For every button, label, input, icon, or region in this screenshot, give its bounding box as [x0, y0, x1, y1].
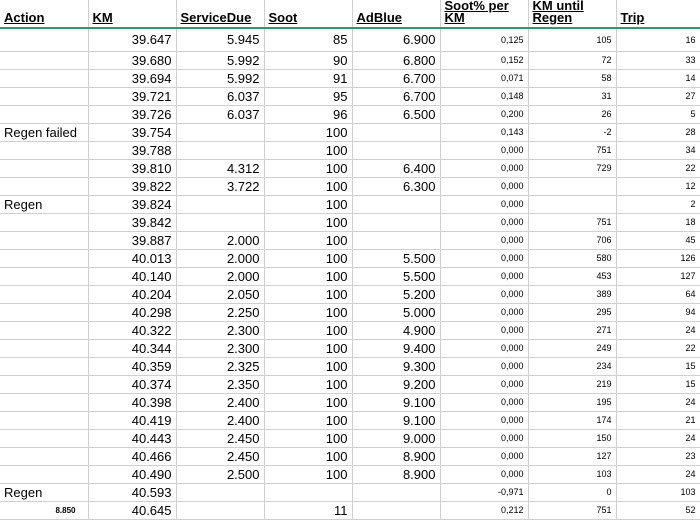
header-action[interactable]: Action: [0, 0, 88, 28]
table-body: [0, 28, 700, 520]
table-row: [0, 502, 700, 520]
cell-service-due[interactable]: [176, 214, 264, 232]
cell-km[interactable]: 39.824: [88, 196, 176, 214]
cell-soot-per-km[interactable]: 0,000: [440, 160, 528, 178]
cell-adblue[interactable]: [352, 502, 440, 520]
cell-action[interactable]: Regen: [0, 484, 88, 502]
cell-adblue[interactable]: 6.400: [352, 160, 440, 178]
cell-soot-per-km[interactable]: 0,148: [440, 88, 528, 106]
cell-adblue[interactable]: [352, 124, 440, 142]
cell-km-until-regen[interactable]: 105: [528, 28, 616, 52]
cell-soot[interactable]: 96: [264, 106, 352, 124]
header-soot-per-km[interactable]: [440, 0, 528, 28]
cell-action[interactable]: [0, 430, 88, 448]
cell-soot[interactable]: 100: [264, 250, 352, 268]
cell-adblue[interactable]: 5.500: [352, 268, 440, 286]
cell-soot[interactable]: 100: [264, 430, 352, 448]
cell-soot-per-km[interactable]: 0,000: [440, 232, 528, 250]
cell-service-due[interactable]: 2.400: [176, 412, 264, 430]
cell-soot[interactable]: 100: [264, 232, 352, 250]
cell-adblue[interactable]: 9.200: [352, 376, 440, 394]
cell-trip[interactable]: 24: [616, 430, 700, 448]
table-row: [0, 52, 700, 70]
cell-adblue[interactable]: 6.700: [352, 88, 440, 106]
cell-trip[interactable]: 5: [616, 106, 700, 124]
cell-km-until-regen[interactable]: 580: [528, 250, 616, 268]
cell-km[interactable]: 39.721: [88, 88, 176, 106]
cell-soot-per-km[interactable]: 0,000: [440, 412, 528, 430]
cell-soot[interactable]: 100: [264, 448, 352, 466]
table-row: [0, 268, 700, 286]
cell-service-due[interactable]: [176, 142, 264, 160]
cell-trip[interactable]: 23: [616, 448, 700, 466]
cell-service-due[interactable]: 3.722: [176, 178, 264, 196]
table-row: [0, 124, 700, 142]
cell-adblue[interactable]: 5.000: [352, 304, 440, 322]
cell-adblue[interactable]: [352, 214, 440, 232]
cell-action[interactable]: [0, 340, 88, 358]
table-row: [0, 142, 700, 160]
table-row: [0, 340, 700, 358]
cell-service-due[interactable]: 2.000: [176, 250, 264, 268]
cell-trip[interactable]: 12: [616, 178, 700, 196]
cell-soot[interactable]: 100: [264, 340, 352, 358]
cell-soot[interactable]: 90: [264, 52, 352, 70]
header-soot[interactable]: Soot: [264, 0, 352, 28]
cell-soot[interactable]: 100: [264, 322, 352, 340]
cell-trip[interactable]: 18: [616, 214, 700, 232]
cell-service-due[interactable]: 4.312: [176, 160, 264, 178]
cell-km[interactable]: 39.680: [88, 52, 176, 70]
cell-soot[interactable]: 11: [264, 502, 352, 520]
cell-soot-per-km[interactable]: 0,000: [440, 340, 528, 358]
cell-action[interactable]: [0, 322, 88, 340]
cell-km[interactable]: 39.694: [88, 70, 176, 88]
cell-km[interactable]: 39.788: [88, 142, 176, 160]
cell-soot[interactable]: 100: [264, 358, 352, 376]
cell-soot[interactable]: 100: [264, 286, 352, 304]
cell-trip[interactable]: 28: [616, 124, 700, 142]
cell-adblue[interactable]: [352, 142, 440, 160]
cell-trip[interactable]: 24: [616, 394, 700, 412]
cell-km-until-regen[interactable]: 249: [528, 340, 616, 358]
table-row: [0, 196, 700, 214]
cell-adblue[interactable]: 8.900: [352, 448, 440, 466]
cell-action[interactable]: [0, 70, 88, 88]
cell-service-due[interactable]: 6.037: [176, 88, 264, 106]
cell-km[interactable]: 39.810: [88, 160, 176, 178]
cell-service-due[interactable]: [176, 196, 264, 214]
cell-km[interactable]: 40.419: [88, 412, 176, 430]
table-row: [0, 106, 700, 124]
table-row: [0, 88, 700, 106]
cell-service-due[interactable]: [176, 124, 264, 142]
table-row: [0, 322, 700, 340]
cell-soot[interactable]: 100: [264, 376, 352, 394]
cell-soot-per-km[interactable]: -0,971: [440, 484, 528, 502]
cell-service-due[interactable]: 2.325: [176, 358, 264, 376]
cell-km-until-regen[interactable]: 26: [528, 106, 616, 124]
cell-trip[interactable]: 103: [616, 484, 700, 502]
cell-soot-per-km[interactable]: 0,143: [440, 124, 528, 142]
cell-km-until-regen[interactable]: 103: [528, 466, 616, 484]
cell-service-due[interactable]: 2.000: [176, 268, 264, 286]
cell-action[interactable]: [0, 412, 88, 430]
table-row: [0, 304, 700, 322]
cell-km[interactable]: 39.726: [88, 106, 176, 124]
cell-soot-per-km[interactable]: 0,000: [440, 376, 528, 394]
cell-action[interactable]: [0, 88, 88, 106]
cell-soot-per-km[interactable]: 0,000: [440, 178, 528, 196]
header-trip[interactable]: Trip: [616, 0, 700, 28]
cell-soot-per-km[interactable]: 0,000: [440, 196, 528, 214]
table-row: [0, 430, 700, 448]
cell-km-until-regen[interactable]: 234: [528, 358, 616, 376]
cell-km-until-regen[interactable]: 751: [528, 142, 616, 160]
cell-service-due[interactable]: 2.400: [176, 394, 264, 412]
cell-action[interactable]: [0, 268, 88, 286]
cell-adblue[interactable]: 6.300: [352, 178, 440, 196]
cell-action[interactable]: [0, 304, 88, 322]
cell-service-due[interactable]: 5.992: [176, 70, 264, 88]
cell-soot[interactable]: 100: [264, 268, 352, 286]
cell-action[interactable]: [0, 52, 88, 70]
cell-action[interactable]: [0, 28, 88, 52]
cell-adblue[interactable]: 6.500: [352, 106, 440, 124]
cell-trip[interactable]: 21: [616, 412, 700, 430]
table-row: [0, 394, 700, 412]
cell-trip[interactable]: 24: [616, 322, 700, 340]
cell-km-until-regen[interactable]: 295: [528, 304, 616, 322]
cell-service-due[interactable]: 5.992: [176, 52, 264, 70]
cell-service-due[interactable]: [176, 502, 264, 520]
cell-service-due[interactable]: 6.037: [176, 106, 264, 124]
cell-action[interactable]: Regen failed: [0, 124, 88, 142]
header-service-due[interactable]: ServiceDue: [176, 0, 264, 28]
cell-km[interactable]: 40.466: [88, 448, 176, 466]
cell-service-due[interactable]: 2.450: [176, 430, 264, 448]
cell-trip[interactable]: 22: [616, 340, 700, 358]
table-row: [0, 178, 700, 196]
cell-soot-per-km[interactable]: 0,000: [440, 358, 528, 376]
cell-soot[interactable]: 100: [264, 394, 352, 412]
cell-action[interactable]: [0, 232, 88, 250]
cell-action[interactable]: [0, 448, 88, 466]
cell-km[interactable]: 40.593: [88, 484, 176, 502]
cell-trip[interactable]: 94: [616, 304, 700, 322]
cell-km-until-regen[interactable]: 706: [528, 232, 616, 250]
cell-trip[interactable]: 45: [616, 232, 700, 250]
cell-service-due[interactable]: 2.500: [176, 466, 264, 484]
cell-service-due[interactable]: 2.450: [176, 448, 264, 466]
cell-trip[interactable]: 24: [616, 466, 700, 484]
cell-soot[interactable]: 100: [264, 214, 352, 232]
cell-adblue[interactable]: 5.500: [352, 250, 440, 268]
cell-adblue[interactable]: 9.100: [352, 394, 440, 412]
cell-km-until-regen[interactable]: 389: [528, 286, 616, 304]
cell-soot[interactable]: 100: [264, 412, 352, 430]
cell-trip[interactable]: 27: [616, 88, 700, 106]
cell-km-until-regen[interactable]: 219: [528, 376, 616, 394]
cell-soot[interactable]: 100: [264, 304, 352, 322]
cell-adblue[interactable]: [352, 232, 440, 250]
cell-action[interactable]: [0, 394, 88, 412]
cell-km-until-regen[interactable]: 0: [528, 484, 616, 502]
cell-soot-per-km[interactable]: 0,000: [440, 268, 528, 286]
cell-km-until-regen[interactable]: 453: [528, 268, 616, 286]
cell-soot-per-km[interactable]: 0,071: [440, 70, 528, 88]
header-km-until-regen[interactable]: [528, 0, 616, 28]
cell-adblue[interactable]: 9.100: [352, 412, 440, 430]
cell-adblue[interactable]: 6.900: [352, 28, 440, 52]
cell-action[interactable]: [0, 466, 88, 484]
header-km-until-regen-line1: KM until: [532, 0, 584, 13]
cell-soot[interactable]: 100: [264, 160, 352, 178]
cell-action[interactable]: [0, 286, 88, 304]
cell-soot-per-km[interactable]: 0,125: [440, 28, 528, 52]
cell-action[interactable]: [0, 358, 88, 376]
cell-trip[interactable]: 64: [616, 286, 700, 304]
table-row: [0, 214, 700, 232]
cell-km[interactable]: 40.204: [88, 286, 176, 304]
cell-soot-per-km[interactable]: 0,000: [440, 448, 528, 466]
cell-km[interactable]: 39.647: [88, 28, 176, 52]
cell-km-until-regen[interactable]: [528, 178, 616, 196]
cell-action[interactable]: [0, 376, 88, 394]
cell-soot-per-km[interactable]: 0,000: [440, 394, 528, 412]
cell-soot-per-km[interactable]: 0,000: [440, 430, 528, 448]
cell-action[interactable]: [0, 106, 88, 124]
header-row: [0, 0, 700, 28]
cell-km[interactable]: 40.374: [88, 376, 176, 394]
cell-km[interactable]: 40.322: [88, 322, 176, 340]
cell-soot-per-km[interactable]: 0,000: [440, 142, 528, 160]
cell-soot-per-km[interactable]: 0,212: [440, 502, 528, 520]
cell-adblue[interactable]: 9.300: [352, 358, 440, 376]
cell-action[interactable]: [0, 214, 88, 232]
cell-adblue[interactable]: 9.400: [352, 340, 440, 358]
cell-km-until-regen[interactable]: 751: [528, 502, 616, 520]
cell-soot[interactable]: 100: [264, 178, 352, 196]
header-km[interactable]: KM: [88, 0, 176, 28]
table-row: [0, 160, 700, 178]
cell-trip[interactable]: 2: [616, 196, 700, 214]
cell-km-until-regen[interactable]: 150: [528, 430, 616, 448]
cell-soot-per-km[interactable]: 0,000: [440, 250, 528, 268]
cell-service-due[interactable]: [176, 484, 264, 502]
cell-km-until-regen[interactable]: 58: [528, 70, 616, 88]
cell-action[interactable]: [0, 178, 88, 196]
table-row: [0, 250, 700, 268]
table-row: [0, 70, 700, 88]
cell-action[interactable]: [0, 250, 88, 268]
cell-km[interactable]: 39.887: [88, 232, 176, 250]
cell-service-due[interactable]: 2.300: [176, 322, 264, 340]
table-row: [0, 412, 700, 430]
cell-km-until-regen[interactable]: 751: [528, 214, 616, 232]
cell-action[interactable]: Regen: [0, 196, 88, 214]
cell-trip[interactable]: 22: [616, 160, 700, 178]
cell-service-due[interactable]: 2.350: [176, 376, 264, 394]
cell-km-until-regen[interactable]: 31: [528, 88, 616, 106]
cell-soot-per-km[interactable]: 0,000: [440, 322, 528, 340]
cell-km[interactable]: 40.398: [88, 394, 176, 412]
cell-trip[interactable]: 34: [616, 142, 700, 160]
cell-km-until-regen[interactable]: 729: [528, 160, 616, 178]
cell-soot-per-km[interactable]: 0,000: [440, 214, 528, 232]
cell-km[interactable]: 40.298: [88, 304, 176, 322]
cell-trip[interactable]: 33: [616, 52, 700, 70]
cell-adblue[interactable]: 6.800: [352, 52, 440, 70]
cell-soot-per-km[interactable]: 0,000: [440, 466, 528, 484]
cell-km[interactable]: 39.754: [88, 124, 176, 142]
cell-trip[interactable]: 16: [616, 28, 700, 52]
cell-soot[interactable]: [264, 484, 352, 502]
table-row: [0, 358, 700, 376]
cell-km[interactable]: 40.013: [88, 250, 176, 268]
cell-soot[interactable]: 100: [264, 124, 352, 142]
cell-km[interactable]: 40.645: [88, 502, 176, 520]
cell-km[interactable]: 40.359: [88, 358, 176, 376]
cell-soot[interactable]: 95: [264, 88, 352, 106]
header-km-until-regen-line2: Regen: [532, 10, 573, 25]
cell-km-until-regen[interactable]: 195: [528, 394, 616, 412]
cell-adblue[interactable]: [352, 484, 440, 502]
cell-km[interactable]: 40.443: [88, 430, 176, 448]
cell-trip[interactable]: 126: [616, 250, 700, 268]
cell-trip[interactable]: 15: [616, 376, 700, 394]
table-row: [0, 28, 700, 52]
cell-km-until-regen[interactable]: 271: [528, 322, 616, 340]
cell-action[interactable]: [0, 142, 88, 160]
cell-adblue[interactable]: 8.900: [352, 466, 440, 484]
cell-trip[interactable]: 14: [616, 70, 700, 88]
cell-soot[interactable]: 100: [264, 196, 352, 214]
table-row: [0, 484, 700, 502]
cell-km[interactable]: 40.344: [88, 340, 176, 358]
cell-trip[interactable]: 127: [616, 268, 700, 286]
cell-service-due[interactable]: 2.000: [176, 232, 264, 250]
cell-action[interactable]: [0, 160, 88, 178]
cell-adblue[interactable]: 6.700: [352, 70, 440, 88]
cell-adblue[interactable]: 5.200: [352, 286, 440, 304]
cell-soot-per-km[interactable]: 0,000: [440, 286, 528, 304]
cell-adblue[interactable]: [352, 196, 440, 214]
cell-service-due[interactable]: 5.945: [176, 28, 264, 52]
cell-km-until-regen[interactable]: 72: [528, 52, 616, 70]
table-row: [0, 376, 700, 394]
cell-soot[interactable]: 100: [264, 466, 352, 484]
cell-soot-per-km[interactable]: 0,200: [440, 106, 528, 124]
cell-service-due[interactable]: 2.250: [176, 304, 264, 322]
cell-km[interactable]: 39.822: [88, 178, 176, 196]
table-row: [0, 466, 700, 484]
table-row: [0, 232, 700, 250]
cell-soot[interactable]: 91: [264, 70, 352, 88]
cell-soot-per-km[interactable]: 0,152: [440, 52, 528, 70]
cell-action[interactable]: 8.850: [0, 502, 88, 520]
header-soot-per-km-line1: Soot% per: [444, 0, 509, 13]
table-row: [0, 286, 700, 304]
cell-trip[interactable]: 15: [616, 358, 700, 376]
cell-km[interactable]: 39.842: [88, 214, 176, 232]
cell-km[interactable]: 40.490: [88, 466, 176, 484]
header-adblue[interactable]: AdBlue: [352, 0, 440, 28]
cell-km-until-regen[interactable]: 174: [528, 412, 616, 430]
cell-service-due[interactable]: 2.300: [176, 340, 264, 358]
cell-soot[interactable]: 100: [264, 142, 352, 160]
cell-adblue[interactable]: 4.900: [352, 322, 440, 340]
cell-adblue[interactable]: 9.000: [352, 430, 440, 448]
cell-trip[interactable]: 52: [616, 502, 700, 520]
cell-km-until-regen[interactable]: 127: [528, 448, 616, 466]
cell-km-until-regen[interactable]: -2: [528, 124, 616, 142]
cell-km[interactable]: 40.140: [88, 268, 176, 286]
cell-service-due[interactable]: 2.050: [176, 286, 264, 304]
header-soot-per-km-line2: KM: [444, 10, 465, 25]
cell-soot-per-km[interactable]: 0,000: [440, 304, 528, 322]
cell-km-until-regen[interactable]: [528, 196, 616, 214]
table-row: [0, 448, 700, 466]
cell-soot[interactable]: 85: [264, 28, 352, 52]
